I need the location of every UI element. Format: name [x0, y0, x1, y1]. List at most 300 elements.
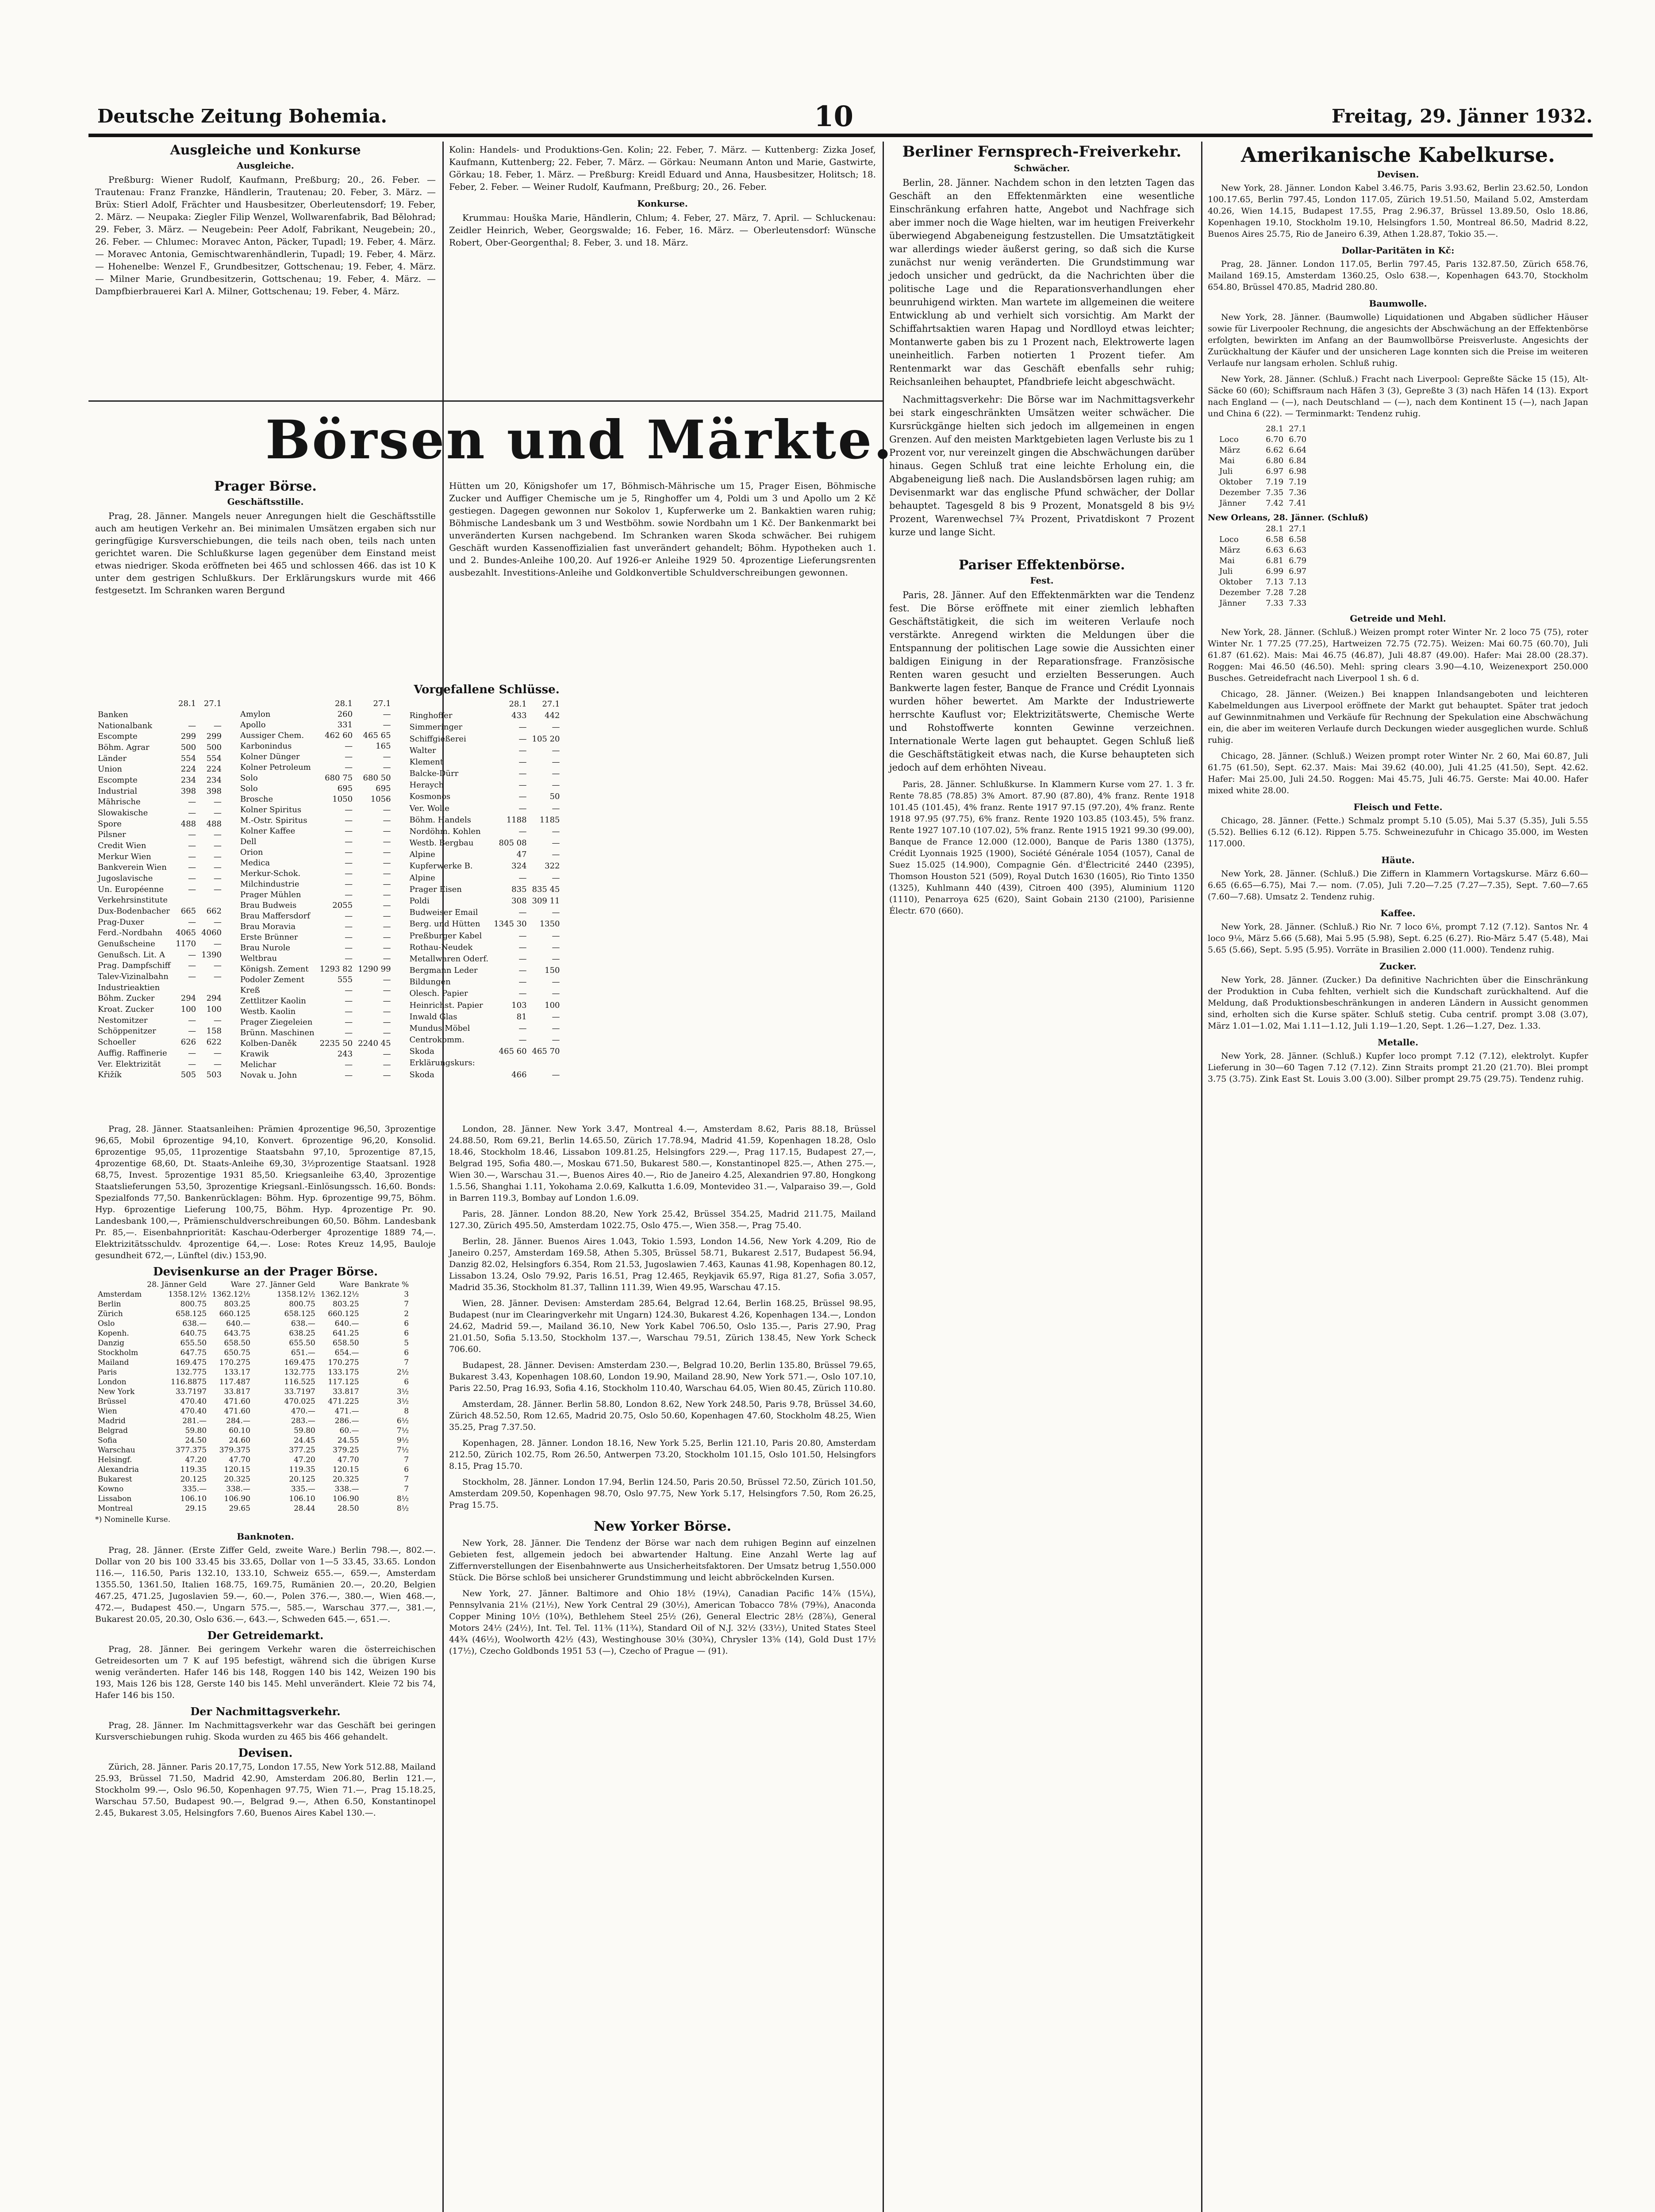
quote-value: —	[383, 720, 391, 730]
quote-value: 1345 30	[494, 919, 527, 929]
paragraph: Stockholm, 28. Jänner. London 17.94, Berlin 124.50, Paris 20.50, Brüssel 72.50, Zürich 101.50, Amsterdam 209.50, Kopenhagen 98.70, Oslo 97.75, New York 5.17, Helsingfors 7.50, Rom 26.25, Prag 15.75.	[449, 1477, 876, 1510]
rate-value: 28.44	[294, 1504, 315, 1513]
table-row	[95, 1026, 224, 1037]
quote-value: —	[345, 1060, 353, 1069]
quote-value: 465 70	[532, 1047, 560, 1056]
rate-value: 338.—	[226, 1485, 250, 1494]
issue-date: Freitag, 29. Jänner 1932.	[1332, 105, 1593, 127]
city-name: Mailand	[98, 1358, 129, 1367]
quote-value: —	[518, 780, 527, 790]
section-title: Devisenkurse an der Prager Börse.	[153, 1265, 378, 1279]
konkurse-section	[449, 142, 876, 253]
security-name: Königsh. Zement	[240, 964, 309, 974]
table-row	[95, 720, 224, 731]
paragraph: New York, 27. Jänner. Baltimore and Ohio 18½ (19¼), Canadian Pacific 14⅞ (15¼), Pennsylvania 21⅛ (21½), New York Central 29 (30½), American Tobacco 78⅛ (79⅜), Anaconda Copper Mining 10½ (10¾), Bethlehem Steel 25½ (26), General Electric 28½ (28⅞), General Motors 24½ (24½), Int. Tel. Tel. 11⅜ (11¾), Standard Oil of N.J. 32½ (33½), United States Steel 44¾ (46½), Woolworth 42½ (43), Westinghouse 30⅛ (30¾), Chrysler 13⅝ (14), Gold Dust 17½ (17½), Czecho Goldbonds 1951 53 (—), Czecho of Prague — (91).	[449, 1589, 876, 1656]
quote-value: —	[188, 830, 196, 840]
header-cell: 28.1	[1266, 524, 1284, 534]
price-value: 7.19	[1289, 477, 1307, 487]
table-row	[1217, 545, 1309, 556]
security-name: Kolner Spiritus	[240, 805, 302, 814]
table-row	[95, 1416, 411, 1426]
rate-value: 640.—	[226, 1319, 250, 1328]
security-name: Prag-Duxer	[98, 917, 144, 927]
quote-value: 442	[545, 711, 560, 721]
quote-value: —	[383, 1018, 391, 1027]
paragraph: New York, 28. Jänner. (Zucker.) Da definitive Nachrichten über die Einschränkung der Produktion in Cuba fehlten, verhielt sich die Kundschaft zurückhaltend. Auf die Meldung, daß Produktionsbeschränkungen in anderen Ländern in Aussicht genommen sind, erholten sich die Kurse später. Schluß stetig. Cuba centrif. prompt 3.08 (3.07), März 1.01—1.02, Mai 1.11—1.12, Juli 1.19—1.20, Sept. 1.26—1.27, Dez. 1.33.	[1208, 975, 1588, 1031]
table-row	[238, 868, 394, 879]
quote-value: —	[552, 838, 560, 848]
month-label: Dezember	[1219, 488, 1261, 497]
quote-value: 243	[337, 1049, 353, 1059]
table-row	[95, 1319, 411, 1329]
security-name: Brau Moravia	[240, 922, 296, 931]
quote-value: 554	[180, 753, 196, 763]
rate-value: 8	[404, 1407, 409, 1416]
american-cable-section	[1208, 142, 1588, 1089]
rate-value: 7	[404, 1455, 409, 1464]
rate-value: 471.—	[334, 1407, 359, 1416]
section-subtitle: Getreide und Mehl.	[1350, 613, 1446, 624]
city-name: Stockholm	[98, 1348, 138, 1357]
quote-value: —	[552, 769, 560, 779]
table-row	[95, 1475, 411, 1484]
quote-value: —	[383, 911, 391, 921]
price-value: 6.97	[1266, 467, 1284, 476]
rate-value: 658.50	[224, 1339, 250, 1348]
paragraph: Berlin, 28. Jänner. Nachdem schon in den letzten Tagen das Geschäft an den Effektenmärkten eine wesentliche Einschränkung erfahren hatte, Angebot und Nachfrage sich aber immer noch die Wage hielten, war im heutigen Freiverkehr überwiegend Abgabeneigung festzustellen. Die Umsatztätigkeit war allerdings wieder äußerst gering, so daß sich die Kurse zunächst nur wenig veränderten. Die Grundstimmung war jedoch unsicher und gedrückt, da die Nachrichten über die politische Lage und die Reparationsverhandlungen eher beunruhigend wirkten. Man wartete im allgemeinen die weitere Entwicklung ab und verhielt sich vorsichtig. Am Markt der Schiffahrtsaktien waren Hapag und Nordlloyd etwas leichter; Montanwerte gaben bis zu 1 Prozent nach, Elektrowerte lagen uneinheitlich. Farben notierten 1 Prozent tiefer. Am Rentenmarkt war das Geschäft ebenfalls sehr ruhig; Reichsanleihen behauptet, Pfandbriefe leicht abgeschwächt.	[889, 177, 1194, 387]
quote-value: —	[213, 852, 222, 861]
rate-value: 658.125	[284, 1310, 315, 1318]
quote-value: —	[213, 1048, 222, 1058]
security-name: Krawik	[240, 1049, 269, 1059]
prague-exchange-continued	[449, 478, 876, 583]
section-title: Der Nachmittagsverkehr.	[190, 1705, 341, 1718]
paragraph: New York, 28. Jänner. (Schluß.) Kupfer loco prompt 7.12 (7.12), elektrolyt. Kupfer Lieferung in 30—60 Tagen 7.12 (7.12). Zinn Straits prompt 21.20 (21.70). Blei prompt 3.75 (3.75). Zink East St. Louis 3.00 (3.00). Silber prompt 29.75 (29.75). Tendenz ruhig.	[1208, 1051, 1588, 1084]
security-name: Merkur-Schok.	[240, 869, 301, 878]
rate-value: 106.10	[289, 1494, 315, 1503]
quote-value: 500	[180, 743, 196, 753]
quote-value: —	[552, 745, 560, 755]
quote-value: 324	[511, 861, 527, 871]
paragraph: Nachmittagsverkehr: Die Börse war im Nachmittagsverkehr bei stark eingeschränkten Umsätzen weiter schwächer. Die Kursrückgänge hielten sich jedoch im allgemeinen in engen Grenzen. Auf den meisten Marktgebieten lagen Verluste bis zu 1 Prozent vor, nur vereinzelt gingen die Abschwächungen darüber hinaus. Gegen Schluß trat eine leichte Erholung ein, die Abgabeneigung ließ nach. Die Auslandsbörsen lagen ruhig; am Devisenmarkt war das englische Pfund schwächer, der Dollar behauptet. Tagesgeld 8 bis 9 Prozent, Monatsgeld 8 bis 9½ Prozent, Warenwechsel 7¾ Prozent, Privatdiskont 7 Prozent kurze und lange Sicht.	[889, 394, 1194, 538]
table-row	[238, 1028, 394, 1038]
header-cell: 28. Jänner Geld	[147, 1280, 207, 1289]
city-name: Helsingf.	[98, 1455, 132, 1464]
quote-value	[530, 1057, 563, 1069]
quote-value: 100	[206, 1005, 222, 1014]
table-row	[238, 794, 394, 805]
quote-value: —	[383, 954, 391, 963]
table-row	[95, 1348, 411, 1358]
header-cell: 28.1	[178, 699, 196, 709]
table-row	[95, 830, 224, 841]
quote-value: 308	[511, 896, 527, 906]
security-name: Orion	[240, 848, 263, 857]
rate-value: 6	[404, 1348, 409, 1357]
header-cell	[95, 1280, 144, 1290]
security-name: Böhm. Handels	[409, 815, 471, 825]
quote-value: 500	[206, 743, 222, 753]
quote-value: 224	[206, 764, 222, 774]
header-cell	[407, 699, 492, 710]
quote-value: 299	[206, 732, 222, 741]
table-row	[95, 884, 224, 895]
security-name: Kolben-Daněk	[240, 1039, 297, 1048]
quote-value: —	[383, 996, 391, 1006]
quote-value: —	[518, 769, 527, 779]
paragraph: Kolin: Handels- und Produktions-Gen. Kolin; 22. Feber, 7. März. — Kuttenberg: Zizka Josef, Kaufmann, Kuttenberg; 22. Feber, 7. März. — Görkau: Neumann Anton und Marie, Gastwirte, Görkau; 18. Feber, 1. März. — Preßburg: Kreidl Eduard und Anna, Hausbesitzer, Holitsch; 18. Feber, 2. Feber. — Weiner Rudolf, Kaufmann, Preßburg; 20., 26. Feber.	[449, 144, 876, 192]
table-row	[407, 722, 563, 733]
rate-value: 638.—	[291, 1319, 315, 1328]
rate-value: 470.40	[180, 1407, 207, 1416]
security-name: Milchindustrie	[240, 879, 300, 889]
paragraph: Zürich, 28. Jänner. Paris 20.17,75, London 17.55, New York 512.88, Mailand 25.93, Brüssel 71.50, Madrid 42.90, Amsterdam 206.80, Berlin 121.—, Stockholm 99.—, Oslo 96.50, Kopenhagen 97.75, Wien 71.—, Prag 15.18.25, Warschau 57.50, Budapest 90.—, Belgrad 9.—, Athen 6.50, Konstantinopel 2.45, Bukarest 3.05, Helsingfors 7.60, Buenos Aires Kabel 130.—.	[95, 1762, 436, 1818]
table-header-row	[1217, 524, 1309, 534]
rate-value: 335.—	[291, 1485, 315, 1494]
table-row	[238, 826, 394, 837]
rate-value: 7½	[396, 1446, 409, 1455]
table-row	[95, 906, 224, 917]
quote-value: 622	[206, 1037, 222, 1047]
security-name: Nordöhm. Kohlen	[409, 826, 481, 836]
quote-value	[199, 895, 224, 906]
quote-value: —	[188, 1059, 196, 1069]
quote-value: —	[383, 826, 391, 836]
quote-value: —	[518, 989, 527, 998]
quotes-table-2	[238, 699, 394, 1081]
section-title: Ausgleiche und Konkurse	[170, 142, 361, 158]
rate-value: 470.025	[284, 1397, 315, 1406]
security-name: Bildungen	[409, 977, 451, 987]
quote-value: 462 60	[325, 731, 353, 740]
section-rule	[88, 400, 883, 402]
paragraph: Budapest, 28. Jänner. Devisen: Amsterdam 230.—, Belgrad 10.20, Berlin 135.80, Brüssel 79.65, Bukarest 3.43, Kopenhagen 108.60, London 19.90, Mailand 28.90, New York 571.—, Oslo 107.10, Paris 22.50, Prag 16.93, Sofia 4.16, Stockholm 110.40, Warschau 64.05, Wien 80.45, Zürich 110.80.	[449, 1360, 876, 1393]
rate-value: 8½	[396, 1494, 409, 1503]
table-row	[95, 841, 224, 852]
quote-value: —	[518, 942, 527, 952]
paragraph: Prag, 28. Jänner. Im Nachmittagsverkehr war das Geschäft bei geringen Kursverschiebungen ruhig. Skoda wurden zu 465 bis 466 gehandelt.	[95, 1720, 436, 1742]
security-name: Banken	[98, 710, 128, 719]
rate-value: 20.125	[180, 1475, 207, 1484]
quote-value: 50	[549, 792, 560, 802]
quote-value: 835	[511, 884, 527, 894]
rate-value: 471.60	[224, 1407, 250, 1416]
table-row	[1217, 445, 1309, 456]
quote-value: —	[552, 873, 560, 883]
rate-value: 47.20	[294, 1455, 315, 1464]
security-name: Mundus Möbel	[409, 1023, 470, 1033]
rate-value: 20.125	[289, 1475, 315, 1484]
city-name: Wien	[98, 1407, 117, 1416]
security-name: Ver. Elektrizität	[98, 1059, 161, 1069]
security-name: Křižík	[98, 1070, 122, 1080]
table-row	[238, 837, 394, 847]
city-name: Lissabon	[98, 1494, 132, 1503]
security-name: Industrieaktien	[98, 983, 160, 992]
table-row	[407, 803, 563, 814]
security-name: Klement	[409, 757, 443, 767]
security-name: Preßburger Kabel	[409, 931, 482, 941]
table-row	[95, 939, 224, 950]
header-cell: 27.1	[542, 699, 560, 709]
quote-value: —	[383, 1007, 391, 1016]
table-row	[407, 733, 563, 745]
header-cell: 28.1	[1266, 424, 1284, 434]
rate-value: 120.15	[333, 1465, 359, 1474]
rate-value: 119.35	[180, 1465, 207, 1474]
security-name: Kupferwerke B.	[409, 861, 473, 871]
quote-value: —	[552, 908, 560, 918]
paragraph: London, 28. Jänner. New York 3.47, Montreal 4.—, Amsterdam 8.62, Paris 88.18, Brüssel 24.88.50, Rom 69.21, Berlin 14.65.50, Zürich 17.78.94, Madrid 41.59, Kopenhagen 18.28, Oslo 18.46, Stockholm 18.46, Lissabon 109.81.25, Helsingfors 229.—, Prag 117.15, Budapest 27,—, Belgrad 195, Sofia 480.—, Moskau 671.50, Bukarest 580.—, Konstantinopel 825.—, Athen 275.—, Wien 30.—, Warschau 31.—, Buenos Aires 40.—, Rio de Janeiro 4.25, Alexandrien 97.80, Hongkong 1.5.56, Shanghai 1.11, Yokohama 2.0.69, Kalkutta 1.6.09, Montevideo 31.—, Valparaiso 39.—, Gold in Barren 119.3, Bombay auf London 1.6.09.	[449, 1124, 876, 1203]
city-name: Belgrad	[98, 1426, 128, 1435]
quote-value: —	[345, 943, 353, 952]
quote-value: —	[188, 1015, 196, 1025]
header-cell: 27.1	[1289, 424, 1307, 434]
price-value: 6.97	[1289, 567, 1307, 576]
quote-value: 662	[206, 906, 222, 916]
price-value: 6.98	[1289, 467, 1307, 476]
price-value: 6.63	[1266, 545, 1284, 555]
security-name: Brau Nurole	[240, 943, 290, 952]
table-row	[1217, 556, 1309, 566]
rate-value: 654.—	[334, 1348, 359, 1357]
rate-value: 47.20	[185, 1455, 207, 1464]
quote-value: —	[188, 884, 196, 894]
security-name: Heraych	[409, 780, 444, 790]
city-name: Kopenh.	[98, 1329, 129, 1338]
table-row	[238, 900, 394, 911]
paragraph: Preßburg: Wiener Rudolf, Kaufmann, Preßburg; 20., 26. Feber. — Trautenau: Franz Franzke, Händlerin, Trautenau; 20. Feber, 3. März. — Brüx: Stierl Adolf, Frächter und Hausbesitzer, Oberleutensdorf; 19. Feber, 2. März. — Neupaka: Ziegler Filip Wenzel, Wollwarenfabrik, Bad Bělohrad; 29. Feber, 3. März. — Neugebein: Peer Adolf, Fabrikant, Neugebein; 20., 26. Feber. — Chlumec: Moravec Anton, Päcker, Tupadl; 19. Feber, 4. März. — Moravec Antonia, Gemischtwarenhändlerin, Tupadl; 19. Feber, 4. März. — Hohenelbe: Wenzel F., Grundbesitzer, Gottschenau; 19. Feber, 4. März. — Milner Marie, Grundbesitzerin, Gottschenau; 19. Feber, 4. März. — Dampfbierbrauerei Karl A. Milner, Gottschenau; 19. Feber, 4. März.	[95, 174, 436, 296]
security-name: Länder	[98, 753, 127, 763]
quote-value: —	[552, 977, 560, 987]
table-row	[238, 805, 394, 815]
table-row	[407, 1046, 563, 1057]
quote-value: 81	[516, 1012, 527, 1022]
security-name: Poldi	[409, 896, 430, 906]
month-label: Juli	[1219, 467, 1233, 476]
quote-value: —	[552, 780, 560, 790]
quote-value: —	[383, 975, 391, 984]
quote-value: —	[188, 1048, 196, 1058]
prague-lower-left	[95, 1121, 436, 1823]
security-name: M.-Ostr. Spiritus	[240, 816, 307, 825]
quote-value: 554	[206, 753, 222, 763]
rate-value: 116.525	[284, 1378, 315, 1386]
quote-value	[491, 1057, 529, 1069]
header-cell: 27.1	[204, 699, 222, 709]
month-label: März	[1219, 445, 1240, 455]
quote-value: —	[383, 943, 391, 952]
table-row	[95, 753, 224, 764]
rate-value: 133.17	[224, 1368, 250, 1377]
rate-value: 116.8875	[171, 1378, 207, 1386]
city-name: New York	[98, 1387, 135, 1396]
quote-value: —	[345, 986, 353, 995]
section-subtitle: Häute.	[1381, 855, 1415, 865]
quote-value: 466	[511, 1070, 527, 1079]
security-name: Weltbrau	[240, 954, 277, 963]
section-title: Vorgefallene Schlüsse.	[414, 683, 560, 696]
security-name: Böhm. Agrar	[98, 743, 150, 753]
rate-value: 470.40	[180, 1397, 207, 1406]
price-value: 7.13	[1289, 577, 1307, 587]
table-row	[238, 1006, 394, 1017]
table-row	[95, 1367, 411, 1377]
quote-value: 294	[206, 994, 222, 1003]
table-row	[238, 847, 394, 858]
quote-value: —	[345, 826, 353, 836]
security-name: Un. Européenne	[98, 884, 164, 894]
table-row	[407, 976, 563, 988]
rate-value: 660.125	[328, 1310, 359, 1318]
table-row	[407, 860, 563, 872]
paragraph: Prag, 28. Jänner. (Erste Ziffer Geld, zweite Ware.) Berlin 798.—, 802.—. Dollar von 20 bis 100 33.45 bis 33.65, Dollar von 1—5 33.45, 33.65. London 116.—, 116.50, Paris 132.10, 133.10, Schweiz 655.—, 659.—, Amsterdam 1355.50, 1361.50, Italien 168.75, 169.75, Rumänien 20.—, 20.20, Belgien 467.25, 471.25, Jugoslavien 59.—, 60.—, Polen 376.—, 380.—, Wien 468.—, 472.—, Budapest 450.—, Ungarn 575.—, 585.—, Warschau 377.—, 381.—, Bukarest 20.05, 20.30, Oslo 636.—, 643.—, Schweden 645.—, 651.—.	[95, 1545, 436, 1624]
table-row	[95, 1338, 411, 1348]
section-subtitle: Dollar-Paritäten in Kč:	[1341, 245, 1455, 256]
quote-value: —	[383, 922, 391, 931]
rate-value: 803.25	[224, 1300, 250, 1309]
quote-value: 665	[180, 906, 196, 916]
security-name: Dell	[240, 837, 257, 846]
table-row	[95, 873, 224, 884]
rate-value: 7	[404, 1358, 409, 1367]
quote-value: —	[345, 858, 353, 868]
quote-value: —	[345, 1071, 353, 1080]
quote-value: 2240 45	[358, 1039, 391, 1048]
city-name: Alexandria	[98, 1465, 139, 1474]
rate-value: 1358.12½	[168, 1290, 207, 1299]
quote-value: —	[188, 841, 196, 851]
table-row	[407, 1023, 563, 1034]
quote-value: 4065	[176, 928, 196, 938]
table-row	[407, 918, 563, 930]
quote-value	[173, 982, 199, 993]
security-name: Alpine	[409, 873, 435, 883]
table-row	[407, 930, 563, 941]
quote-value: 680 75	[325, 773, 353, 783]
section-subtitle: Baumwolle.	[1369, 298, 1427, 309]
header-cell: 27.1	[373, 699, 391, 708]
security-name: Prager Eisen	[409, 884, 462, 894]
table-row	[95, 764, 224, 775]
table-header-row	[95, 1280, 411, 1290]
rate-value: 24.60	[229, 1436, 250, 1445]
rate-value: 647.75	[180, 1348, 207, 1357]
paragraph: Prag, 28. Jänner. Bei geringem Verkehr waren die österreichischen Getreidesorten um 7 K auf 195 befestigt, während sich die übrigen Kurse wenig veränderten. Hafer 146 bis 148, Roggen 140 bis 142, Weizen 190 bis 193, Mais 126 bis 128, Gerste 140 bis 145. Mehl unverändert. Kleie 72 bis 74, Hafer 146 bis 150.	[95, 1644, 436, 1700]
security-name: Solo	[240, 784, 258, 793]
table-row	[95, 710, 224, 721]
header-cell	[238, 699, 317, 709]
quote-value: 465 65	[363, 731, 391, 740]
security-name: Spore	[98, 819, 122, 829]
quote-value: 1170	[176, 939, 196, 949]
table-row	[238, 964, 394, 975]
table-row	[407, 1069, 563, 1081]
quote-value: 626	[180, 1037, 196, 1047]
rate-value: 471.60	[224, 1397, 250, 1406]
quote-value: —	[383, 869, 391, 878]
rate-value: 169.475	[284, 1358, 315, 1367]
quote-value: 503	[206, 1070, 222, 1080]
table-row	[95, 972, 224, 983]
quote-value: 433	[511, 711, 527, 721]
quote-value: 322	[545, 861, 560, 871]
table-row	[95, 808, 224, 819]
quote-value: —	[213, 863, 222, 872]
price-value: 6.70	[1289, 435, 1307, 444]
table-row	[1217, 466, 1309, 477]
table-row	[407, 1034, 563, 1046]
rate-value: 800.75	[289, 1300, 315, 1309]
table-row	[407, 872, 563, 884]
paragraph: Hütten um 20, Königshofer um 17, Böhmisch-Mährische um 15, Prager Eisen, Böhmische Zucker und Auffiger Chemische um je 5, Ringhoffer um 4, Poldi um 3 und Apollo um 2 Kč gestiegen. Dagegen gewonnen nur Sokolov 1, Kupferwerke um 2. Bankaktien waren ruhig; Böhmische Landesbank um 3 und Westböhm. sowie Nordbahn um 1 Kč. Der Bankenmarkt bei unveränderten Kursen nachgebend. Im Schranken waren Skoda schwächer. Bei ruhigem Geschäft wurden Kassenoffizialien fast unverändert gehandelt; Böhm. Hypotheken auch 1. und 2. Bundes-Anleihe 100,20. Auf 1926-er Anleihe 1929 50. 4prozentige Lieferungsrenten ausbezahlt. Investitions-Anleihe und Goldkonvertible Schuldverschreibungen gewonnen.	[449, 480, 876, 578]
month-label: Oktober	[1219, 577, 1252, 587]
quote-value: —	[383, 710, 391, 719]
rate-value: 3½	[396, 1397, 409, 1406]
security-name: Medica	[240, 858, 270, 868]
quote-value: 805 08	[499, 838, 527, 848]
city-name: Oslo	[98, 1319, 115, 1328]
quote-value: —	[188, 808, 196, 818]
table-row	[407, 826, 563, 837]
security-name: Balcke-Dürr	[409, 769, 459, 779]
security-name: Dux-Bodenbacher	[98, 906, 170, 916]
table-row	[1217, 488, 1309, 498]
quote-value: —	[383, 986, 391, 995]
quote-value: —	[345, 763, 353, 772]
concluded-trades	[95, 684, 878, 1081]
table-row	[95, 1004, 224, 1015]
table-row	[95, 982, 224, 993]
section-subtitle: Geschäftsstille.	[227, 496, 304, 507]
quote-value: 234	[206, 776, 222, 785]
quote-value: —	[213, 874, 222, 883]
quote-value: —	[383, 1071, 391, 1080]
table-note: *) Nominelle Kurse.	[95, 1515, 171, 1524]
table-row	[1217, 498, 1309, 509]
quote-value: —	[518, 1023, 527, 1033]
security-name: Metallwaren Oderf.	[409, 954, 489, 964]
quote-value: 2235 50	[319, 1039, 353, 1048]
rate-value: 8½	[396, 1504, 409, 1513]
price-value: 7.41	[1289, 499, 1307, 508]
rate-value: 658.50	[333, 1339, 359, 1348]
security-name: Aussiger Chem.	[240, 731, 304, 740]
paragraph: New York, 28. Jänner. (Schluß.) Rio Nr. 7 loco 6⅛, prompt 7.12 (7.12). Santos Nr. 4 loco 9⅛, März 5.66 (5.68), Mai 5.95 (5.98), Sept. 6.25 (6.27). Rio-März 5.47 (5.48), Mai 5.65 (5.66), Sept. 5.95 (5.95). Vorräte in Brasilien 2.000 (11.000). Tendenz ruhig.	[1208, 922, 1588, 955]
security-name: Bankverein Wien	[98, 863, 167, 872]
table-row	[95, 895, 224, 906]
price-value: 7.19	[1266, 477, 1284, 487]
table-row	[95, 1484, 411, 1494]
quote-value: —	[552, 989, 560, 998]
newspaper-name: Deutsche Zeitung Bohemia.	[97, 105, 387, 127]
quote-value: —	[518, 908, 527, 918]
city-name: Paris	[98, 1368, 117, 1377]
rate-value: 24.50	[185, 1436, 207, 1445]
table-header-row	[1217, 424, 1309, 434]
security-name: Ferd.-Nordbahn	[98, 928, 163, 938]
quote-value: —	[518, 722, 527, 732]
rate-value: 117.487	[219, 1378, 250, 1386]
quote-value: 158	[206, 1026, 222, 1036]
table-row	[95, 1015, 224, 1026]
city-name: Kowno	[98, 1485, 124, 1494]
rate-value: 286.—	[334, 1417, 359, 1425]
section-title: Berliner Fernsprech-Freiverkehr.	[902, 143, 1182, 161]
security-name: Credit Wien	[98, 841, 146, 851]
quote-value: —	[188, 917, 196, 927]
security-name: Pilsner	[98, 830, 126, 840]
